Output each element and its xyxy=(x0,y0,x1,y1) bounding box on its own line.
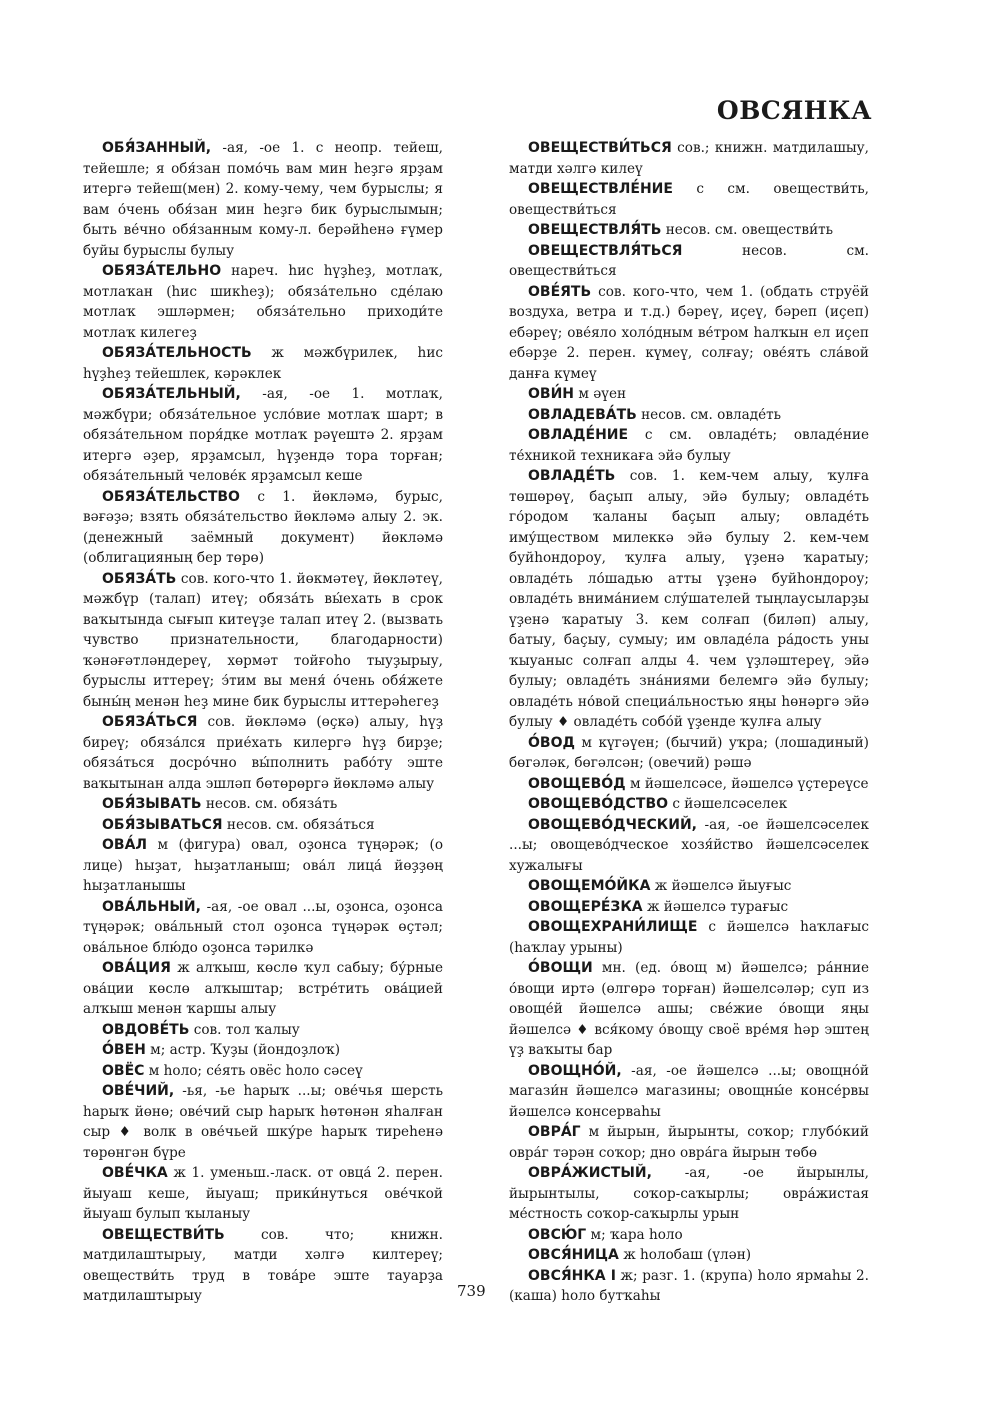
entry-body: несов. см. обяза́ть xyxy=(201,796,338,812)
dictionary-entry xyxy=(83,343,443,384)
dictionary-entry xyxy=(509,466,869,733)
entry-headword: ОВСЯ́НКА I xyxy=(528,1267,616,1284)
dictionary-entry xyxy=(509,794,869,815)
entry-body: ж; разг. 1. (крупа) һоло ярмаһы 2. (каша) һоло бутҡаһы xyxy=(509,1267,869,1304)
entry-headword: О́ВОЩИ xyxy=(528,960,593,976)
entry-headword: ОБЯЗА́ТЕЛЬНОСТЬ xyxy=(102,345,252,361)
entry-headword: ОБЯЗА́ТЬСЯ xyxy=(102,714,198,730)
entry-body: ж 1. уменьш.-ласк. от овца́ 2. перен. йыуаш кеше, йыуаш; прики́нуться ове́чкой йыуаш булып ҡыланыу xyxy=(83,1165,443,1222)
entry-body: м йәшелсәсе, йәшелсә үҫтереүсе xyxy=(625,775,869,792)
entry-headword: ОВА́ЛЬНЫЙ, xyxy=(102,898,201,915)
dictionary-entry xyxy=(509,1245,869,1266)
dictionary-entry xyxy=(83,712,443,794)
entry-body: ж алҡыш, көслө ҡул сабыу; бу́рные ова́ции көслө алҡыштар; встре́тить ова́цией алҡыш менән ҡаршы алыу xyxy=(83,960,443,1017)
entry-body: ж һолобаш (үлән) xyxy=(618,1247,752,1263)
dictionary-entry xyxy=(509,876,869,897)
dictionary-entry xyxy=(83,1081,443,1163)
dictionary-entry xyxy=(509,241,869,282)
dictionary-entry xyxy=(509,1122,869,1163)
entry-headword: ОВСЯ́НИЦА xyxy=(528,1247,619,1263)
entry-body: сов. кого-что, чем 1. (обдать струёй воздуха, ветра и т.д.) бәреү, иҫеү, бәреп (иҫеп) ебәреү; ове́яло холо́дным ве́тром һалҡын ел иҫеп ебәрҙе 2. перен. күмеү, солғау; ове́ять сла́вой данға күмеү xyxy=(509,283,869,382)
dictionary-entry xyxy=(509,958,869,1061)
entry-body: -ая, -ое йәшелсә ...ы; овощно́й магази́н йәшелсә магазины; овощны́е консе́рвы йәшелсә консерваһы xyxy=(509,1062,869,1120)
entry-body: сов. йөкләмә (өҫкә) алыу, һүҙ биреү; обяза́лся прие́хать килергә һүҙ бирҙе; обяза́ться досро́чно вы́полнить рабо́ту эште ваҡытынан алда эшләп бөтөрөргә йөкләмә алыу xyxy=(83,714,443,792)
entry-headword: ОБЯ́ЗЫВАТЬ xyxy=(102,796,202,812)
entry-headword: ОВСЮ́Г xyxy=(528,1226,587,1243)
dictionary-entry xyxy=(83,1225,443,1307)
entry-headword: ОВА́ЦИЯ xyxy=(102,960,171,976)
entry-body: м; астр. Ҡуҙы (йондоҙлоҡ) xyxy=(145,1042,341,1058)
entry-body: сов. кого-что 1. йөкмәтеү, йөкләтеү, мәжбүр (талап) итеү; обяза́ть вы́ехать в срок ваҡытында сығып китеүҙе талап итеү 2. (вызвать чувство признательности, благодарности) ҡәнәғәтләндереү, хөрмәт тойғоһо тыуҙырыу, бурыслы иттереү; э́тим вы меня́ о́чень обя́жете быны́ң менән һеҙ мине бик бурыслы иттерәһегеҙ xyxy=(83,570,443,710)
dictionary-entry xyxy=(509,179,869,220)
entry-body: -ая, -ое овал ...ы, оҙонса, оҙонса түңәрәк; ова́льный стол оҙонса түңәрәк өҫтәл; ова́льное блю́до оҙонса тәрилкә xyxy=(83,898,443,956)
entry-headword: ОВИ́Н xyxy=(528,386,575,402)
entry-headword: ОВЛАДЕ́НИЕ xyxy=(528,427,629,443)
dictionary-entry xyxy=(509,774,869,795)
entry-headword: О́ВОД xyxy=(528,734,575,751)
entry-body: нареч. һис һүҙһеҙ, мотлаҡ, мотлаҡан (һис шикһеҙ); обяза́тельно сде́лаю мотлаҡ эшләрмен; обяза́тельно приходи́те мотлаҡ килегеҙ xyxy=(83,263,443,341)
entry-body: несов. см. овладе́ть xyxy=(636,406,782,423)
entry-headword: ОВЕЩЕСТВЛЕ́НИЕ xyxy=(528,181,673,197)
entry-headword: ОВЛАДЕВА́ТЬ xyxy=(528,406,637,423)
dictionary-entry xyxy=(509,282,869,385)
dictionary-entry xyxy=(83,487,443,569)
entry-headword: ОВОЩЕВО́ДЧЕСКИЙ, xyxy=(528,816,697,833)
dictionary-entry xyxy=(509,1163,869,1225)
entry-body: сов.; книжн. матдилашыу, матди хәлгә килеү xyxy=(509,140,869,177)
entry-headword: ОВА́Л xyxy=(102,837,148,853)
dictionary-entry xyxy=(83,835,443,897)
right-column xyxy=(509,138,869,1307)
entry-body: с см. овеществи́ть, овеществи́ться xyxy=(509,181,869,218)
running-head: ОВСЯНКА xyxy=(716,96,872,125)
entry-headword: ОВЕ́ЧИЙ, xyxy=(102,1083,175,1099)
dictionary-entry xyxy=(509,1061,869,1123)
entry-body: ж йәшелсә турағыс xyxy=(642,898,789,915)
entry-headword: ОВЕЩЕСТВИ́ТЬСЯ xyxy=(528,140,672,156)
dictionary-entry xyxy=(509,815,869,877)
entry-body: несов. см. овеществи́ть xyxy=(661,222,834,238)
entry-body: м; ҡара һоло xyxy=(586,1226,683,1243)
dictionary-entry xyxy=(509,917,869,958)
entry-headword: ОВЕ́ЯТЬ xyxy=(528,283,592,300)
entry-body: -ья, -ье һарыҡ ...ы; ове́чья шерсть һарыҡ йөнө; ове́чий сыр һарыҡ һөтөнән яһалған сыр ♦ волк в ове́чьей шку́ре һарыҡ тиреһенә төрөнгән бүре xyxy=(83,1083,443,1161)
entry-body: м әүен xyxy=(574,386,627,402)
entry-headword: ОВОЩНО́Й, xyxy=(528,1062,622,1079)
dictionary-entry xyxy=(83,1061,443,1082)
entry-headword: ОВОЩЕВО́Д xyxy=(528,775,626,792)
entry-body: несов. см. овеществи́ться xyxy=(509,242,869,279)
entry-body: -ая, -ое йырынлы, йырынтылы, соҡор-саҡырлы; овра́жистая ме́стность соҡор-саҡырлы урын xyxy=(509,1165,869,1222)
entry-body: с йәшелсәселек xyxy=(668,796,788,812)
entry-headword: ОВОЩЕВО́ДСТВО xyxy=(528,796,669,812)
dictionary-entry xyxy=(509,405,869,426)
entry-headword: ОВЕ́ЧКА xyxy=(102,1165,168,1181)
dictionary-entry xyxy=(509,1225,869,1246)
dictionary-entry xyxy=(509,897,869,918)
entry-body: сов. 1. кем-чем алыу, ҡулға төшөрөү, баҫып алыу, эйә булыу; овладе́ть го́родом ҡаланы баҫып алыу; овладе́ть иму́ществом милеккә эйә булыу 2. кем-чем буйһондороу, ҡулға алыу, үҙенә ҡаратыу; овладе́ть ло́шадью атты үҙенә буйһондороу; овладе́ть внима́нием слу́шателей тыңлаусыларҙы үҙенә ҡаратыу 3. кем солғап (биләп) алыу, батыу, баҫыу, сумыу; им овладе́ла ра́дость уны ҡыуаныс солғап алды 4. чем үҙләштереү, эйә булыу; овладе́ть зна́ниями белемгә эйә булыу; овладе́ть но́вой специа́льностью яңы һөнәргә эйә булыу ♦ овладе́ть собо́й үҙенде ҡулға алыу xyxy=(509,468,869,730)
entry-headword: ОВОЩЕХРАНИ́ЛИЩЕ xyxy=(528,919,698,935)
dictionary-entry xyxy=(83,794,443,815)
entry-headword: ОВЕЩЕСТВЛЯ́ТЬ xyxy=(528,222,662,238)
entry-headword: ОБЯЗА́ТЕЛЬНО xyxy=(102,263,222,279)
entry-headword: ОБЯЗА́ТЬ xyxy=(102,570,177,587)
entry-headword: ОВРА́Г xyxy=(528,1124,581,1140)
entry-headword: ОВЛАДЕ́ТЬ xyxy=(528,468,616,484)
entry-headword: ОБЯ́ЗЫВАТЬСЯ xyxy=(102,816,223,833)
entry-body: -ая, -ое йәшелсәселек ...ы; овощево́дческое хозя́йство йәшелсәселек хужалығы xyxy=(509,816,869,874)
dictionary-entry xyxy=(83,138,443,261)
entry-headword: ОБЯ́ЗАННЫЙ, xyxy=(102,140,212,156)
dictionary-entry xyxy=(83,1020,443,1041)
entry-headword: ОБЯЗА́ТЕЛЬНЫЙ, xyxy=(102,386,241,402)
entry-body: с 1. йөкләмә, бурыс, вәғәҙә; взять обяза́тельство йөкләмә алыу 2. эк. (денежный заёмный документ) йөкләмә (облигацияның бер төрө) xyxy=(83,488,443,566)
entry-headword: ОВДОВЕ́ТЬ xyxy=(102,1021,190,1038)
entry-body: м йырын, йырынты, соҡор; глубо́кий овра́г тәрән соҡор; дно овра́га йырын төбө xyxy=(509,1124,869,1161)
dictionary-entry xyxy=(509,1266,869,1307)
entry-headword: ОВРА́ЖИСТЫЙ, xyxy=(528,1165,652,1181)
entry-body: с см. овладе́ть; овладе́ние те́хникой техникаға эйә булыу xyxy=(509,427,869,464)
entry-body: м һоло; се́ять овёс һоло сәсеү xyxy=(144,1062,363,1079)
dictionary-entry xyxy=(83,384,443,487)
entry-headword: ОВОЩЕМО́ЙКА xyxy=(528,878,651,894)
entry-body: сов. что; книжн. матдилаштырыу, матди хәлгә килтереү; овеществи́ть труд в това́ре эште тауарҙа матдилаштырыу xyxy=(83,1226,443,1304)
entry-body: с йәшелсә һаҡлағыс (һаҡлау урыны) xyxy=(509,919,869,956)
dictionary-entry xyxy=(509,733,869,774)
entry-headword: ОВЕЩЕСТВЛЯ́ТЬСЯ xyxy=(528,242,683,259)
page-number: 739 xyxy=(457,1282,486,1300)
entry-body: несов. см. обяза́ться xyxy=(222,816,375,833)
entry-headword: О́ВЕН xyxy=(102,1042,146,1058)
entry-body: ж мәжбүрилек, һис һүҙһеҙ тейешлек, кәрәклек xyxy=(83,345,443,382)
left-column xyxy=(83,138,443,1307)
dictionary-entry xyxy=(83,1040,443,1061)
dictionary-entry xyxy=(509,220,869,241)
dictionary-entry xyxy=(83,958,443,1020)
entry-headword: ОВЕЩЕСТВИ́ТЬ xyxy=(102,1226,225,1243)
dictionary-entry xyxy=(509,384,869,405)
entry-body: мн. (ед. о́вощ м) йәшелсә; ра́нние о́вощи иртә (өлгөрә торған) йәшелсәләр; суп из овоще́й йәшелсә ашы; све́жие о́вощи яңы йәшелсә ♦ вся́кому о́вощу своё вре́мя һәр эштең үҙ ваҡыты бар xyxy=(509,960,869,1058)
entry-headword: ОБЯЗА́ТЕЛЬСТВО xyxy=(102,488,240,505)
dictionary-entry xyxy=(83,815,443,836)
dictionary-entry xyxy=(509,138,869,179)
dictionary-entry xyxy=(83,1163,443,1225)
entry-body: м (фигура) овал, оҙонса түңәрәк; (о лице) һыҙат, һыҙатланыш; ова́л лица́ йөҙҙөң һыҙатланышы xyxy=(83,837,443,894)
entry-body: сов. тол ҡалыу xyxy=(189,1021,300,1038)
dictionary-entry xyxy=(83,569,443,713)
dictionary-entry xyxy=(509,425,869,466)
entry-body: м күгәүен; (бычий) уҡра; (лошадиный) бөгәләк, бөгәлсән; (овечий) рәшә xyxy=(509,734,869,771)
entry-headword: ОВЁС xyxy=(102,1062,145,1079)
entry-headword: ОВОЩЕРЕ́ЗКА xyxy=(528,898,643,915)
entry-body: -ая, -ое 1. мотлаҡ, мәжбүри; обяза́тельное усло́вие мотлаҡ шарт; в обяза́тельном поря́дке мотлаҡ рәүештә 2. ярҙам итергә әҙер, ярҙамсыл, һүҙендә тора торған; обяза́тельный челове́к ярҙамсыл кеше xyxy=(83,386,443,484)
entry-body: -ая, -ое 1. с неопр. тейеш, тейешле; я обя́зан помо́чь вам мин һеҙгә ярҙам итергә тейеш(мен) 2. кому-чему, чем бурыслы; я вам о́чень обя́зан мин һеҙгә бик бурыслымын; быть ве́чно обя́занным кому-л. берәйһенә ғүмер буйы бурыслы булыу xyxy=(83,140,443,259)
entry-body: ж йәшелсә йыуғыс xyxy=(650,878,792,894)
dictionary-entry xyxy=(83,897,443,959)
dictionary-entry xyxy=(83,261,443,343)
